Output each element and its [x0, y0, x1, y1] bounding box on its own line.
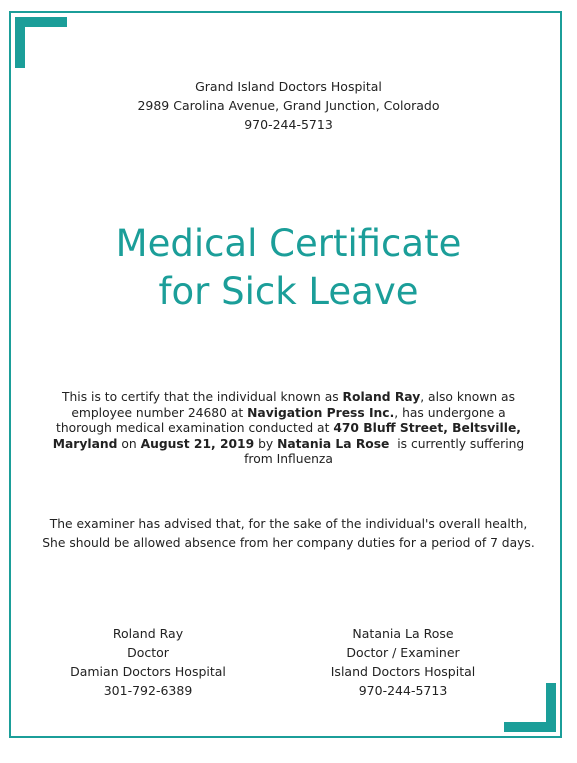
advice-line-1: The examiner has advised that, for the sake of the individual's overall health, [49, 517, 528, 531]
hospital-phone: 970-244-5713 [244, 117, 333, 132]
signature-block-right [283, 624, 523, 700]
cert-text-5: by [254, 436, 278, 451]
title-line-1: Medical Certificate [115, 222, 462, 265]
cert-text-6: is currently suffering from Influenza [244, 436, 529, 466]
signature-block-left [28, 624, 268, 700]
exam-date: August 21, 2019 [140, 436, 255, 451]
cert-text-4: on [117, 436, 141, 451]
company-name: Navigation Press Inc. [247, 405, 395, 420]
cert-text-3: , has undergone a thorough medical examination conducted at [56, 405, 506, 435]
corner-accent-top-left-vertical [15, 17, 25, 68]
corner-accent-bottom-right-vertical [546, 683, 556, 732]
patient-name: Roland Ray [342, 390, 421, 404]
examiner-signer-name: Natania La Rose [352, 626, 454, 641]
signer-phone: 301-792-6389 [103, 683, 193, 698]
advice-paragraph [20, 515, 557, 553]
signer-role: Doctor [127, 645, 169, 660]
title-line-2: for Sick Leave [158, 270, 419, 313]
examiner-name: Natania La Rose [277, 436, 390, 451]
hospital-name: Grand Island Doctors Hospital [195, 79, 382, 94]
examiner-signer-organization: Island Doctors Hospital [330, 664, 476, 679]
hospital-header [0, 77, 577, 134]
advice-line-2: She should be allowed absence from her company duties for a period of 7 days. [42, 536, 535, 550]
certification-paragraph [44, 390, 533, 468]
hospital-address: 2989 Carolina Avenue, Grand Junction, Colorado [137, 98, 440, 113]
signer-name: Roland Ray [112, 626, 184, 641]
examiner-signer-role: Doctor / Examiner [346, 645, 460, 660]
exam-location: 470 Bluff Street, Beltsville, Maryland [52, 421, 521, 451]
examiner-signer-phone: 970-244-5713 [358, 683, 448, 698]
certificate-title [0, 220, 577, 316]
cert-text-2: , also known as employee number 24680 at [71, 390, 515, 420]
signer-organization: Damian Doctors Hospital [70, 664, 226, 679]
cert-text-1: This is to certify that the individual known as [62, 390, 343, 404]
